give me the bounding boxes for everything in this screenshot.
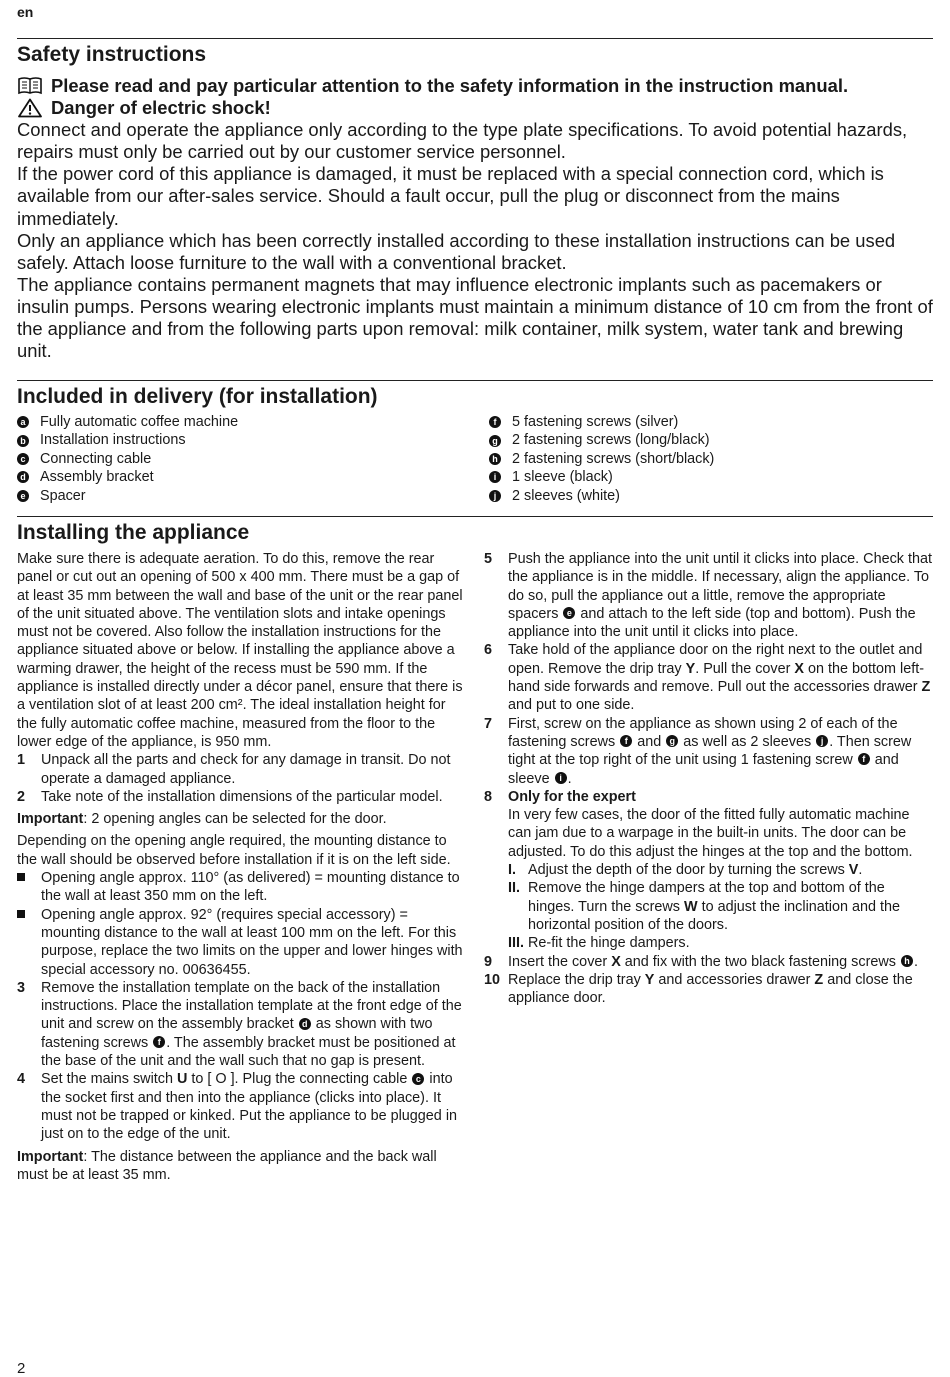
step-text: into the socket first and then into the appliance (clicks into place). It must not be trapped or kinked. Put the appliance to be plugged in just on to the edge of the unit.	[41, 1071, 458, 1143]
step-text: In very few cases, the door of the fitted fully automatic machine can jam due to a warpage in the built-in units. The door can be adjusted. To do this adjust the hinges at the top and the bottom.	[508, 807, 913, 860]
substep-number: II.	[508, 880, 520, 897]
part-label: Z	[814, 971, 824, 988]
step-text: and put to one side.	[508, 697, 635, 714]
part-label: Z	[921, 679, 931, 696]
safety-paragraph-1: Connect and operate the appliance only according to the type plate specifications. To avoid potential hazards, repairs must only be carried out by our customer service personnel.	[17, 119, 908, 163]
delivery-list-left	[17, 413, 457, 505]
step-text: . Then screw tight at the top right of the unit using 1 fastening screw	[508, 733, 912, 769]
delivery-item-text: 2 fastening screws (short/black)	[512, 450, 715, 467]
letter-badge: e	[17, 490, 29, 502]
list-item	[489, 450, 929, 468]
step-text: .	[913, 953, 918, 970]
letter-badge: e	[563, 607, 575, 619]
important-label: Important	[17, 811, 84, 828]
read-notice-text: Please read and pay particular attention to the safety information in the instruction manual.	[51, 75, 849, 96]
important-text: : The distance between the appliance and the back wall must be at least 35 mm.	[17, 1148, 437, 1183]
substep-1	[508, 861, 932, 879]
safety-title: Safety instructions	[17, 43, 207, 66]
step-text: Take hold of the appliance door on the right next to the outlet and open. Remove the drip tray	[508, 642, 923, 677]
delivery-list-right	[489, 413, 929, 505]
substep-number: I.	[508, 862, 516, 879]
important-note-2	[17, 1148, 467, 1185]
step-text: Adjust the depth of the door by turning the screws	[528, 862, 845, 879]
bullet-square-icon	[17, 910, 25, 918]
step-text: and attach to the left side (top and bottom). Push the appliance into the unit until it clicks into place.	[508, 605, 916, 641]
install-right-column	[484, 550, 932, 1007]
list-item	[17, 413, 457, 431]
part-label: Y	[685, 660, 696, 677]
part-label: W	[683, 898, 698, 915]
step-text: and close the appliance door.	[508, 971, 913, 1007]
important-text: : 2 opening angles can be selected for the door.	[83, 811, 387, 828]
step-number: 1	[17, 752, 26, 769]
bullet-92	[17, 906, 467, 979]
step-number: 9	[484, 953, 493, 970]
step-text: and	[637, 733, 662, 750]
bullet-110	[17, 869, 467, 906]
safety-section	[17, 75, 933, 362]
letter-badge: g	[666, 735, 678, 747]
step-2	[17, 788, 467, 806]
list-item	[489, 487, 929, 505]
step-10	[484, 971, 932, 1008]
substep-3	[508, 934, 932, 952]
step-3	[17, 979, 467, 1070]
step-text: and fix with the two black fastening screws	[624, 953, 896, 970]
letter-badge: d	[17, 471, 29, 483]
letter-badge: c	[412, 1073, 424, 1085]
part-label: X	[794, 660, 804, 677]
important-note-1	[17, 810, 467, 828]
bullet-text: Opening angle approx. 92° (requires special accessory) = mounting distance to the wall at least 100 mm on the left.	[41, 906, 408, 941]
letter-badge: d	[299, 1018, 311, 1030]
step-text: .	[567, 770, 572, 787]
letter-badge: c	[17, 453, 29, 465]
step-title: Only for the expert	[508, 788, 636, 805]
step-text: Unpack all the parts and check for any damage in transit. Do not operate a damaged appliance.	[41, 752, 451, 787]
page-number: 2	[17, 1360, 26, 1377]
step-5	[484, 550, 932, 641]
step-text: as well as 2 sleeves	[683, 733, 812, 750]
delivery-item-text: Connecting cable	[40, 450, 152, 467]
warning-triangle-icon	[17, 98, 43, 118]
important-label: Important	[17, 1148, 84, 1165]
bullet-text: Opening angle approx. 110° (as delivered) = mounting distance to the wall at least 350 mm on the left.	[41, 870, 460, 905]
bullet-subtext: For this purpose, replace the two limits on the upper and lower hinges with special accessory no. 00636455.	[41, 924, 463, 978]
delivery-item-text: 2 fastening screws (long/black)	[512, 432, 710, 449]
step-number: 8	[484, 788, 493, 805]
step-text: .	[858, 862, 863, 879]
part-label: Y	[644, 971, 655, 988]
substep-number: III.	[508, 935, 524, 952]
step-number: 5	[484, 551, 493, 567]
delivery-item-text: Fully automatic coffee machine	[40, 414, 239, 431]
safety-paragraph-4: The appliance contains permanent magnets that may influence electronic implants such as pacemakers or insulin pumps. Persons wearing electronic implants must maintain a minimum distance of 10 cm from the front of the appliance and from the following parts upon removal: milk container, milk system, water tank and brewing unit.	[17, 273, 933, 362]
read-notice	[17, 75, 933, 97]
step-number: 4	[17, 1071, 26, 1088]
step-8	[484, 788, 932, 953]
delivery-item-text: Assembly bracket	[40, 469, 154, 486]
list-item	[489, 431, 929, 449]
step-text: Replace the drip tray	[508, 971, 641, 988]
step-text: Set the mains switch	[41, 1071, 173, 1088]
list-item	[489, 468, 929, 486]
delivery-item-text: Spacer	[40, 487, 86, 504]
step-text: Remove the installation template on the back of the installation instructions. Place the installation template at the front edge of the unit and screw on the assembly bracket	[41, 979, 462, 1033]
letter-badge: g	[489, 435, 501, 447]
letter-badge: j	[816, 735, 828, 747]
step-text: to [ O ]. Plug the connecting cable	[191, 1071, 408, 1088]
step-text: Take note of the installation dimensions of the particular model.	[41, 788, 443, 805]
part-label: V	[848, 862, 859, 879]
step-text: First, screw on the appliance as shown using 2 of each of the fastening screws	[508, 715, 898, 750]
install-divider	[17, 516, 933, 517]
step-7	[484, 715, 932, 788]
step-text: Insert the cover	[508, 953, 608, 970]
step-1	[17, 751, 467, 788]
list-item	[17, 431, 457, 449]
step-number: 6	[484, 642, 493, 659]
letter-badge: f	[620, 735, 632, 747]
list-item	[17, 450, 457, 468]
step-number: 2	[17, 788, 26, 805]
step-text: to adjust the inclination and the horizontal position of the doors.	[528, 898, 900, 933]
step-text: Re-fit the hinge dampers.	[528, 935, 690, 952]
letter-badge: f	[858, 753, 870, 765]
list-item	[489, 413, 929, 431]
danger-heading	[17, 97, 933, 119]
delivery-item-text: 5 fastening screws (silver)	[512, 414, 679, 431]
delivery-item-text: 1 sleeve (black)	[512, 469, 613, 486]
opening-angle-text: Depending on the opening angle required, the mounting distance to the wall should be observed before installation if it is on the left side.	[17, 833, 451, 868]
step-text: and accessories drawer	[658, 971, 811, 988]
bullet-square-icon	[17, 873, 25, 881]
delivery-item-text: 2 sleeves (white)	[512, 487, 620, 504]
letter-badge: f	[489, 416, 501, 428]
delivery-title: Included in delivery (for installation)	[17, 385, 378, 408]
step-4	[17, 1070, 467, 1143]
step-text: Push the appliance into the unit until it clicks into place. Check that the appliance is in the middle. If necessary, align the appliance. To do so, pull the appliance out a little, remove the appropriate spacers	[508, 551, 932, 622]
letter-badge: j	[489, 490, 501, 502]
step-number: 3	[17, 979, 26, 996]
step-number: 10	[484, 971, 501, 988]
install-intro: Make sure there is adequate aeration. To do this, remove the rear panel or cut out an opening of 500 x 400 mm. There must be a gap of at least 35 mm between the wall and base of the unit or the rear panel of the unit situated above. The ventilation slots and intake openings must not be covered. Also follow the installation instructions for the appliance situated above or below. If installing the appliance above a warming drawer, the height of the recess must be 590 mm. If the appliance is installed directly under a décor panel, ensure that there is a ventilation slot of at least 200 cm². The ideal installation height for the fully automatic coffee machine, measured from the floor to the lower edge of the appliance, is 950 mm.	[17, 551, 463, 750]
substep-2	[508, 879, 932, 934]
list-item	[17, 468, 457, 486]
delivery-divider	[17, 380, 933, 381]
list-item	[17, 487, 457, 505]
book-icon	[17, 76, 43, 96]
switch-label: U	[176, 1071, 188, 1088]
danger-text: Danger of electric shock!	[51, 97, 271, 119]
step-text: . The assembly bracket must be positioned at the base of the unit and the wall such that no gap is present.	[41, 1034, 456, 1070]
letter-badge: i	[489, 471, 501, 483]
step-6	[484, 641, 932, 714]
language-code: en	[17, 4, 34, 20]
letter-badge: b	[17, 435, 29, 447]
part-label: X	[611, 953, 621, 970]
letter-badge: f	[153, 1036, 165, 1048]
step-number: 7	[484, 715, 493, 732]
step-text: on the bottom left-hand side forwards and remove. Pull out the accessories drawer	[508, 660, 924, 696]
letter-badge: h	[489, 453, 501, 465]
letter-badge: a	[17, 416, 29, 428]
step-text: as shown with two fastening screws	[41, 1016, 433, 1051]
step-9	[484, 953, 932, 971]
letter-badge: i	[555, 772, 567, 784]
top-divider	[17, 38, 933, 39]
letter-badge: h	[901, 955, 913, 967]
safety-paragraph-2: If the power cord of this appliance is damaged, it must be replaced with a special connection cord, which is available from our after-sales service. Should a fault occur, pull the plug or disconnect from the mains immediately.	[17, 163, 884, 229]
step-text: and sleeve	[508, 752, 899, 787]
install-left-column	[17, 550, 467, 1184]
safety-paragraph-3: Only an appliance which has been correctly installed according to these installation instructions can be used safely. Attach loose furniture to the wall with a conventional bracket.	[17, 229, 896, 273]
step-text: . Pull the cover	[695, 660, 791, 677]
delivery-item-text: Installation instructions	[40, 432, 186, 449]
install-title: Installing the appliance	[17, 521, 250, 544]
step-text: Remove the hinge dampers at the top and bottom of the hinges. Turn the screws	[528, 880, 885, 915]
